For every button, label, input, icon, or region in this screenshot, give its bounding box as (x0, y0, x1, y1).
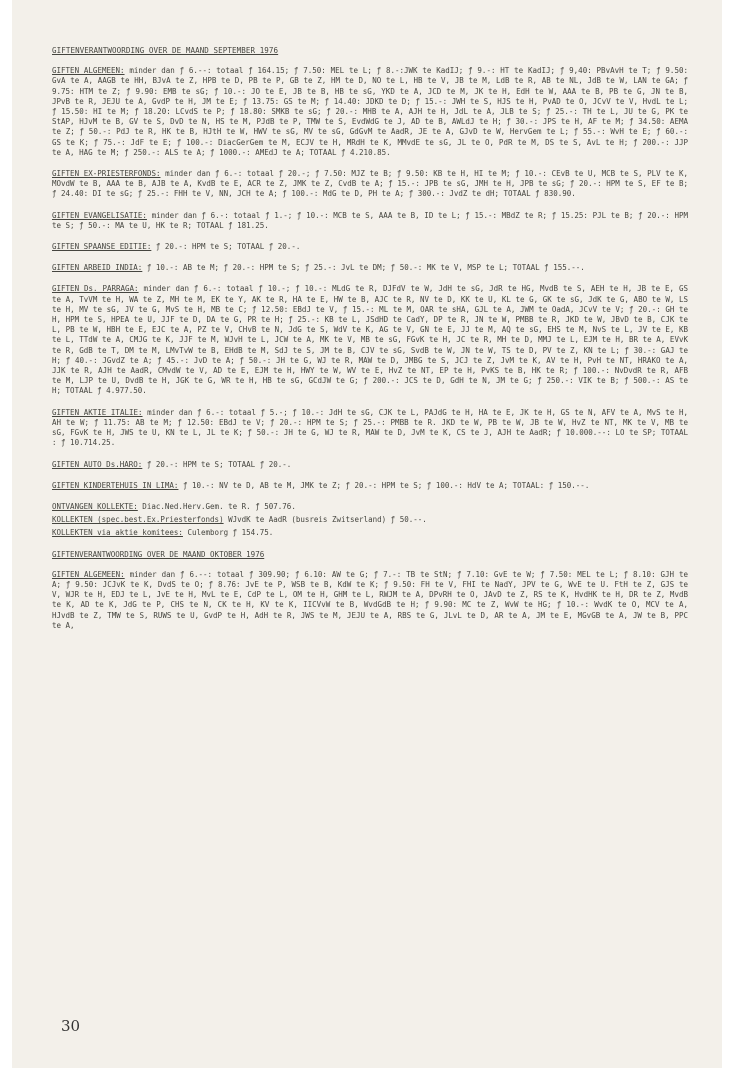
kollekte-text: Diac.Ned.Herv.Gem. te R. ƒ 507.76. (137, 501, 296, 511)
section-label: GIFTEN ALGEMEEN: (52, 569, 125, 579)
section-ex-priesterfonds (52, 169, 688, 200)
heading-september: GIFTENVERANTWOORDING OVER DE MAAND SEPTEMBER 1976 (52, 46, 279, 55)
kollekten-priesterfonds (52, 515, 688, 525)
section-label: GIFTEN EVANGELISATIE: (52, 210, 147, 220)
kollekten-aktie-komitees (52, 528, 688, 538)
section-text: minder dan ƒ 6.-: totaal ƒ 10.-; ƒ 10.-: MLdG te R, DJFdV te W, JdH te sG, JdR te HG, MvdB te S, AEH te H, JB te E, GS te A, TvVM te H, WA te Z, MH te M, EK te Y, AK te R, HA te E, HW te B, AJC te R, NV te D, KK te U, KL te G, GK te sG, JdK te G, ABO te W, LS te H, MV te sG, JV te G, MvS te H, MB te C; ƒ 12.50: EBdJ te V, ƒ 15.-: ML te M, OAR te sHA, GJL te A, JWM te OadA, JCvV te V; ƒ 20.-: GH te H, HPM te S, HPEA te U, JJF te D, DA te G, PR te H; ƒ 25.-: KB te L, JSdHD te CadY, DP te R, JN te W, PMBB te R, JKD te W, JBvD te B, CJK te L, PB te W, HBH te E, EJC te A, PZ te V, CHvB te N, JdG te S, WdV te K, AG te V, GN te E, JJ te M, AQ te sG, EHS te M, NvS te L, JV te E, KB te L, TTdW te A, CMJG te K, JJF te M, WJvH te L, JCW te A, MK te V, MB te sG, FGvK te H, JC te R, MH te D, MMJ te L, EJM te H, BR te A, EVvK te R, GdB te T, DM te M, LMvTvW te B, EHdB te M, SdJ te S, JM te B, CJV te sG, SvdB te W, JN te W, TS te D, PV te Z, KN te L; ƒ 30.-: GAJ te H; ƒ 40.-: JGvdZ te A; ƒ 45.-: JvD te A; ƒ 50.-: JH te G, WJ te R, MAW te D, JMBG te S, JCJ te Z, JvM te K, AV te H, PvH te NT, HRAKO te A, JJK te R, AJH te AadR, CMvdW te V, AD te E, EJM te H, HWY te W, WV te E, HvZ te NT, EP te H, PvKS te B, HK te R; ƒ 100.-: NvDvdR te R, AFB te M, LJP te U, DvdB te H, JGK te G, WR te H, HB te sG, GCdJW te G; ƒ 200.-: JCS te D, GdH te N, JM te G; ƒ 250.-: VIK te B; ƒ 500.-: AS te H; TOTAAL ƒ 4.977.50. (52, 284, 688, 396)
kollekten-text: Culemborg ƒ 154.75. (182, 528, 274, 538)
heading-oktober: GIFTENVERANTWOORDING OVER DE MAAND OKTOBER 1976 (52, 549, 265, 559)
section-text: minder dan ƒ 6.-: totaal ƒ 5.-; ƒ 10.-: JdH te sG, CJK te L, PAJdG te H, HA te E, JK te H, GS te N, AFV te A, MvS te H, AH te W; ƒ 11.75: AB te M; ƒ 12.50: EBdJ te V; ƒ 20.-: HPM te S; ƒ 25.-: PMBB te R. JKD te W, PB te W, JB te W, HvZ te NT, MK te V, MB te sG, FGvK te H, JWS te U, KN te L, JL te K; ƒ 50.-: JH te G, WJ te R, MAW te D, JvM te K, CS te J, AJH te AadR; ƒ 10.000.--: LO te SP; TOTAAL : ƒ 10.714.25. (52, 407, 688, 448)
kollekten-label: KOLLEKTEN via aktie komitees: (52, 528, 183, 538)
section-kindertehuis-lima (52, 481, 688, 491)
section-text: ƒ 10.-: NV te D, AB te M, JMK te Z; ƒ 20.-: HPM te S; ƒ 100.-: HdV te A; TOTAAL: ƒ 150.--. (178, 480, 590, 490)
section-aktie-italie (52, 408, 688, 449)
section-auto-ds-haro (52, 460, 688, 470)
section-giften-algemeen (52, 66, 688, 158)
section-oktober-algemeen (52, 570, 688, 631)
section-text: ƒ 20.-: HPM te S; TOTAAL ƒ 20.-. (142, 459, 292, 469)
ontvangen-kollekte (52, 502, 688, 512)
section-text: ƒ 20.-: HPM te S; TOTAAL ƒ 20.-. (151, 242, 301, 252)
section-label: GIFTEN ARBEID INDIA: (52, 263, 143, 273)
section-text: ƒ 10.-: AB te M; ƒ 20.-: HPM te S; ƒ 25.-: JvL te DM; ƒ 50.-: MK te V, MSP te L; TOTAAL ƒ 155.--. (142, 263, 585, 273)
section-label: GIFTEN KINDERTEHUIS IN LIMA: (52, 480, 179, 490)
document-body (52, 46, 688, 642)
section-text: minder dan ƒ 6.-: totaal ƒ 1.-; ƒ 10.-: MCB te S, AAA te B, ID te L; ƒ 15.-: MBdZ te R; ƒ 15.25: PJL te B; ƒ 20.-: HPM te S; ƒ 50.-: MA te U, HK te R; TOTAAL ƒ 181.25. (52, 210, 688, 230)
section-label: GIFTEN EX-PRIESTERFONDS: (52, 169, 161, 179)
section-label: GIFTEN Ds. PARRAGA: (52, 284, 139, 294)
section-label: GIFTEN AUTO Ds.HARO: (52, 459, 143, 469)
section-text: minder dan ƒ 6.--: totaal ƒ 164.15; ƒ 7.50: MEL te L; ƒ 8.-:JWK te KadIJ; ƒ 9.-: HT te KadIJ; ƒ 9,40: PBvAvH te T; ƒ 9.50: GvA te A, AAGB te HH, BJvA te Z, HPB te D, PB te P, GB te Z, HM te D, NO te L, HB te V, JB te M, LdB te R, AB te NL, JdB te W, LAN te GA; ƒ 9.75: HTM te Z; ƒ 9.90: EMB te sG; ƒ 10.-: JO te E, JB te B, HB te sG, YKD te A, JCD te M, JK te H, EdH te W, AAA te B, PB te G, JN te B, JPvB te R, JEJU te A, GvdP te H, JM te E; ƒ 13.75: GS te M; ƒ 14.40: JDKD te D; ƒ 15.-: JWH te S, HJS te H, PvAD te O, JCvV te V, HvdL te L; ƒ 15.50: HI te M; ƒ 18.20: LCvdS te P; ƒ 18.80: SMKB te sG; ƒ 20.-: MHB te A, AJH te H, JdL te A, JLB te S; ƒ 25.-: TH te L, JU te G, PK te StAP, HJvM te B, GV te S, DvD te N, HS te M, PJdB te P, TMW te S, EvdWdG te J, AD te B, AWLdJ te H; ƒ 30.-: JPS te H, AF te M; ƒ 34.50: AEMA te Z; ƒ 50.-: PdJ te R, HK te B, HJtH te W, HWV te sG, MV te sG, GdGvM te AadR, JE te A, GJvD te W, HervGem te L; ƒ 55.-: WvH te E; ƒ 60.-: GS te K; ƒ 75.-: JdF te E; ƒ 100.-: DiacGerGem te M, ECJV te H, MRdH te K, MMvdE te sG, JL te O, PdR te M, DS te S, AvL te H; ƒ 200.-: JJP te A, HAG te M; ƒ 250.-: ALS te A; ƒ 1000.-: AMEdJ te A; TOTAAL ƒ 4.210.85. (52, 66, 688, 157)
kollekten-label: KOLLEKTEN (spec.best.Ex.Priesterfonds) (52, 515, 224, 525)
section-evangelisatie (52, 211, 688, 231)
section-ds-parraga (52, 284, 688, 396)
section-text: minder dan ƒ 6.--: totaal ƒ 309.90; ƒ 6.10: AW te G; ƒ 7.-: TB te StN; ƒ 7.10: GvE te W; ƒ 7.50: MEL te L; ƒ 8.10: GJH te A; ƒ 9.50: JCJvK te K, DvdS te O; ƒ 8.76: JvE te P, WSB te B, KdW te K; ƒ 9.50: FH te V, FHI te NadY, JPV te G, WvE te U. FtH te Z, GJS te V, WJR te H, EDJ te L, JvE te H, MvL te E, CdP te L, OM te H, GHM te L, RWJM te A, DPvRH te O, JAvD te Z, RS te K, HvdHK te H, DR te Z, MvdB te K, AD te K, JdG te P, CHS te N, CK te H, KV te K, IICVvW te B, WvdGdB te H; ƒ 9.90: MC te Z, WvW te HG; ƒ 10.-: WvdK te O, MCV te A, HJvdB te Z, TMW te S, RUWS te U, GvdP te H, AdH te R, JWS te M, JEJU te A, RBS te G, JLvL te D, AR te A, JM te E, MGvGB te A, JW te B, PPC te A, (52, 569, 688, 630)
kollekte-label: ONTVANGEN KOLLEKTE: (52, 501, 138, 511)
section-text: minder dan ƒ 6.-: totaal ƒ 20.-; ƒ 7.50: MJZ te B; ƒ 9.50: KB te H, HI te M; ƒ 10.-: CEvB te U, MCB te S, PLV te K, MOvdW te B, AAA te B, AJB te A, KvdB te E, ACR te Z, JMK te Z, CvdB te A; ƒ 15.-: JPB te sG, JMH te H, JPB te sG; ƒ 20.-: HPM te S, EF te B; ƒ 24.40: DI te sG; ƒ 25.-: FHH te V, NN, JCH te A; ƒ 100.-: MdG te D, PH te A; ƒ 300.-: JvdZ te dH; TOTAAL ƒ 830.90. (52, 169, 688, 199)
page-number: 30 (61, 1017, 81, 1035)
section-label: GIFTEN AKTIE ITALIE: (52, 407, 143, 417)
section-arbeid-india (52, 263, 688, 273)
page-edge (722, 0, 738, 1068)
section-spaanse-editie (52, 242, 688, 252)
section-label: GIFTEN ALGEMEEN: (52, 66, 125, 76)
section-label: GIFTEN SPAANSE EDITIE: (52, 242, 152, 252)
kollekten-text: WJvdK te AadR (busreis Zwitserland) ƒ 50.--. (223, 515, 427, 525)
